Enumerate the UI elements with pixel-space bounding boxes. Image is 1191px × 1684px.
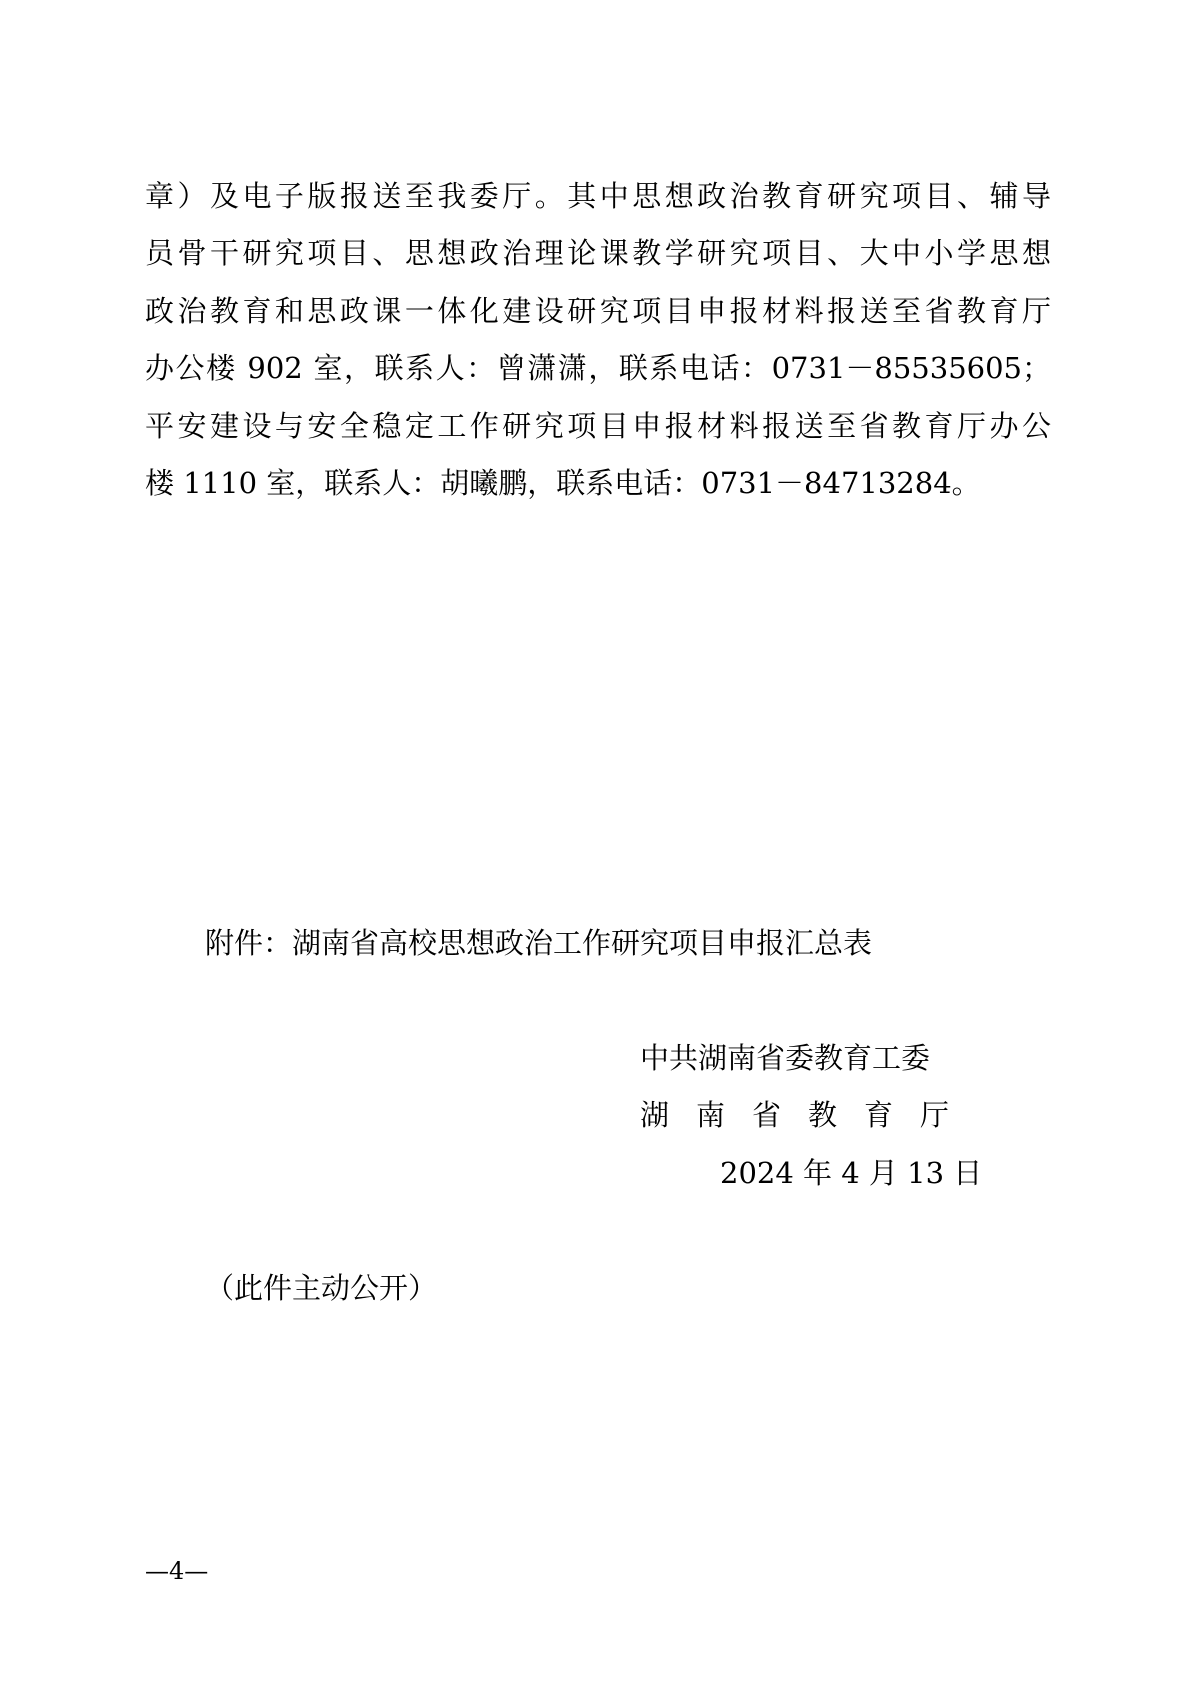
paragraph-line: 政治教育和思政课一体化建设研究项目申报材料报送至省教育厅 <box>145 294 1051 328</box>
signature-org-1: 中共湖南省委教育工委 <box>640 1041 931 1075</box>
paragraph-line: 楼 1110 室，联系人：胡曦鹏，联系电话：0731－84713284。 <box>145 466 981 500</box>
paragraph-line: 办公楼 902 室，联系人：曾潇潇，联系电话：0731－85535605； <box>145 351 1051 385</box>
page-number: —4— <box>145 1557 209 1585</box>
paragraph-line: 章）及电子版报送至我委厅。其中思想政治教育研究项目、辅导 <box>145 179 1051 213</box>
signature-date: 2024 年 4 月 13 日 <box>720 1156 983 1190</box>
disclosure-note: （此件主动公开） <box>205 1271 438 1305</box>
paragraph-line: 员骨干研究项目、思想政治理论课教学研究项目、大中小学思想 <box>145 236 1051 270</box>
attachment-note: 附件：湖南省高校思想政治工作研究项目申报汇总表 <box>205 926 873 960</box>
signature-org-2: 湖南省教育厅 <box>640 1098 977 1132</box>
paragraph-line: 平安建设与安全稳定工作研究项目申报材料报送至省教育厅办公 <box>145 409 1051 443</box>
